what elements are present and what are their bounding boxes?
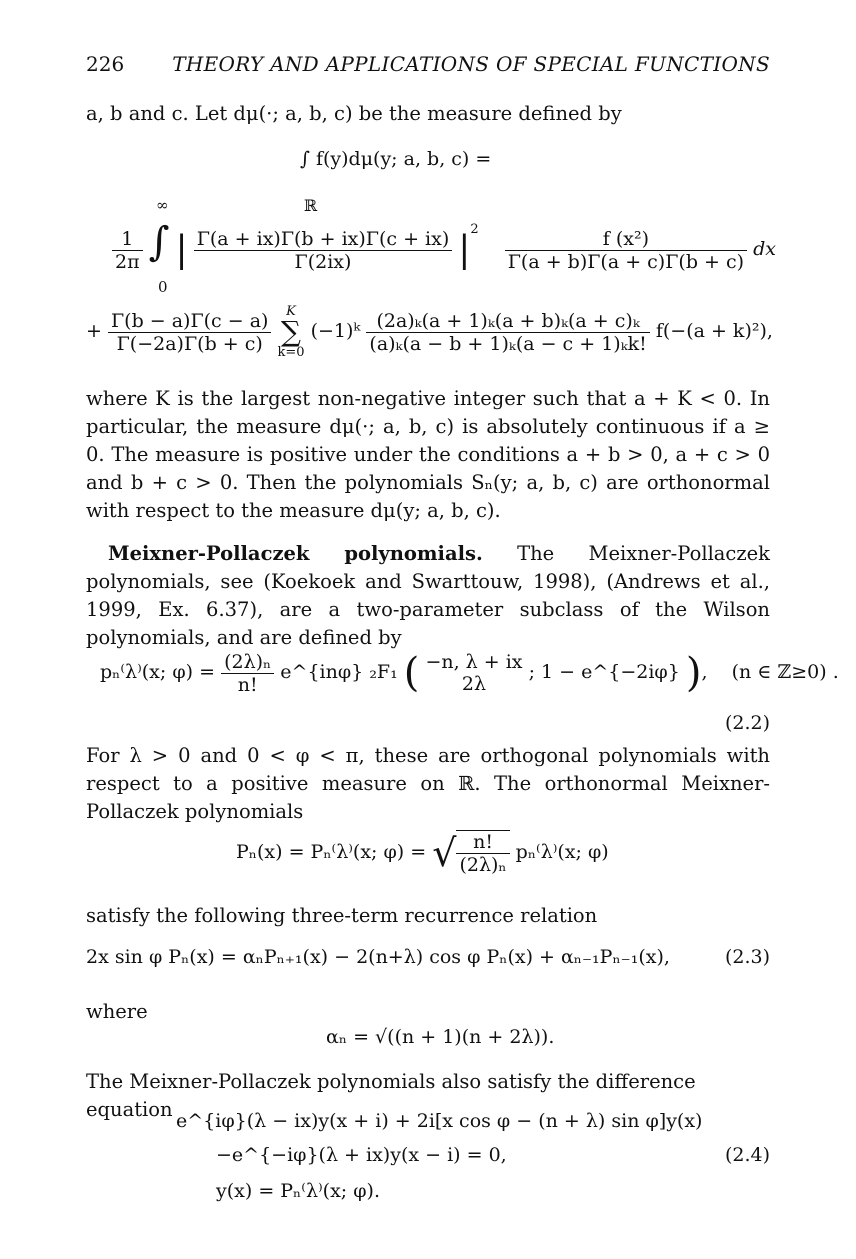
f-fraction — [505, 228, 747, 273]
eq22-hyper: ₂F₁ — [369, 661, 398, 683]
page-number: 226 — [86, 52, 125, 76]
running-header — [86, 52, 770, 78]
running-title: THEORY AND APPLICATIONS OF SPECIAL FUNCTIONS — [172, 52, 770, 76]
abs-bar-left: | — [175, 229, 188, 271]
sum-upper: K — [286, 304, 296, 319]
measure-lhs-text: ∫ f(y)dμ(y; a, b, c) = — [300, 148, 492, 170]
eq22-args — [425, 651, 522, 695]
sum-prefix: + — [86, 320, 102, 342]
sum-coef-fraction — [108, 310, 271, 355]
sum-term-num: (2a)ₖ(a + 1)ₖ(a + b)ₖ(a + c)ₖ — [376, 309, 640, 332]
f-num: f (x²) — [602, 227, 650, 250]
abs-den: Γ(2ix) — [194, 250, 453, 273]
abs-power: 2 — [470, 222, 479, 237]
orthonormal-rhs: pₙ⁽λ⁾(x; φ) — [515, 841, 609, 863]
eq23-label: (2.3) — [724, 946, 770, 968]
difference-paragraph: The Meixner-Pollaczek polynomials also satisfy the difference equation — [86, 1070, 696, 1121]
abs-bar-right: | — [458, 229, 471, 271]
measure-lhs-domain: ℝ — [304, 196, 318, 215]
measure-paragraph: where K is the largest non-negative integer such that a + K < 0. In particular, the measure dμ(·; a, b, c) is absolutely continuous if a ≥ 0. The measure is positive under the conditions a + b > 0, a + c > 0 and b + c > 0. Then the polynomials Sₙ(y; a, b, c) are orthonormal with respect to the measure dμ(y; a, b, c). — [86, 387, 770, 522]
sqrt-den: (2λ)ₙ — [456, 853, 509, 876]
abs-num: Γ(a + ix)Γ(b + ix)Γ(c + ix) — [196, 227, 450, 250]
measure-integral-line — [112, 219, 776, 273]
sum-term-den: (a)ₖ(a − b + 1)ₖ(a − c + 1)ₖk! — [366, 332, 649, 355]
section-paragraph — [86, 540, 770, 652]
intro-paragraph: a, b and c. Let dμ(·; a, b, c) be the measure defined by — [86, 102, 622, 125]
coef-num: 1 — [121, 227, 134, 250]
eq-2-3: 2x sin φ Pₙ(x) = αₙPₙ₊₁(x) − 2(n+λ) cos φ Pₙ(x) + αₙ₋₁Pₙ₋₁(x), — [86, 946, 670, 968]
eq24-label: (2.4) — [724, 1144, 770, 1166]
integral-upper-limit: ∞ — [156, 196, 169, 214]
sum-coef-num: Γ(b − a)Γ(c − a) — [110, 309, 269, 332]
sum-coef-den: Γ(−2a)Γ(b + c) — [108, 332, 271, 355]
eq22-arg-top: −n, λ + ix — [425, 651, 523, 673]
abs-fraction — [194, 228, 453, 273]
measure-lhs — [300, 148, 491, 170]
eq-orthonormal — [236, 830, 609, 876]
eq22-coef-num: (2λ)ₙ — [224, 650, 272, 673]
eq22-coef — [221, 651, 274, 696]
sum-tail: f(−(a + k)²), — [655, 320, 773, 342]
eq-2-2: pₙ⁽λ⁾(x; φ) = $\frac{\text{(2λ)ₙ}}{n!}$ e^{inφ} ₂F₁ ( −n, λ + ix 2λ ; 1 − e^{−2iφ} ), (n ∈ ℤ≥0) . — [100, 650, 839, 696]
sqrt-num: n! — [473, 831, 493, 853]
integral-sign: ∫ — [148, 219, 170, 265]
sqrt-fraction — [456, 830, 509, 876]
recurrence-paragraph: satisfy the following three-term recurrence relation — [86, 904, 598, 927]
coef-den: 2π — [112, 250, 143, 273]
eq22-arg-z: ; 1 − e^{−2iφ} — [528, 661, 680, 683]
eq22-condition: (n ∈ ℤ≥0) . — [731, 661, 839, 683]
orth-paragraph: For λ > 0 and 0 < φ < π, these are orthogonal polynomials with respect to a positive measure on ℝ. The orthonormal Meixner-Pollaczek polynomials — [86, 744, 770, 823]
measure-sum-line — [86, 304, 773, 360]
sigma-glyph: ∑ — [281, 315, 302, 348]
eq24-line2: −e^{−iφ}(λ + ix)y(x − i) = 0, — [216, 1144, 507, 1166]
eq24-line3: y(x) = Pₙ⁽λ⁾(x; φ). — [216, 1180, 380, 1202]
sum-sign: (−1)ᵏ — [310, 320, 361, 342]
sqrt-glyph: √ — [432, 831, 457, 875]
eq24-line1: e^{iφ}(λ − ix)y(x + i) + 2i[x cos φ − (n + λ) sin φ]y(x) — [176, 1110, 703, 1132]
eq22-lhs: pₙ⁽λ⁾(x; φ) = — [100, 661, 216, 683]
eq-alpha: αₙ = √((n + 1)(n + 2λ)). — [326, 1026, 555, 1048]
where-paragraph: where — [86, 1000, 148, 1023]
eq22-label: (2.2) — [724, 712, 770, 734]
eq22-arg-bottom: 2λ — [461, 673, 487, 695]
section-text: The Meixner-Pollaczek polynomials, see (Koekoek and Swarttouw, 1998), (Andrews et al., 1999, Ex. 6.37), are a two-parameter subclass of the Wilson polynomials, and are defined by — [86, 542, 770, 649]
integral-lower-limit: 0 — [158, 278, 168, 296]
eq22-paren-right: ) — [685, 650, 702, 696]
eq22-paren-left: ( — [403, 650, 420, 696]
dx: dx — [753, 238, 776, 260]
section-heading: Meixner-Pollaczek polynomials. — [108, 542, 483, 565]
sum-lower: k=0 — [277, 345, 305, 360]
sum-term-fraction — [366, 310, 649, 355]
orthonormal-lhs: Pₙ(x) = Pₙ⁽λ⁾(x; φ) = — [236, 841, 427, 863]
sum-operator — [278, 304, 305, 360]
coef-fraction — [112, 228, 143, 273]
f-den: Γ(a + b)Γ(a + c)Γ(b + c) — [505, 250, 747, 273]
eq22-coef-den: n! — [221, 673, 274, 696]
eq22-exp: e^{inφ} — [280, 661, 364, 683]
